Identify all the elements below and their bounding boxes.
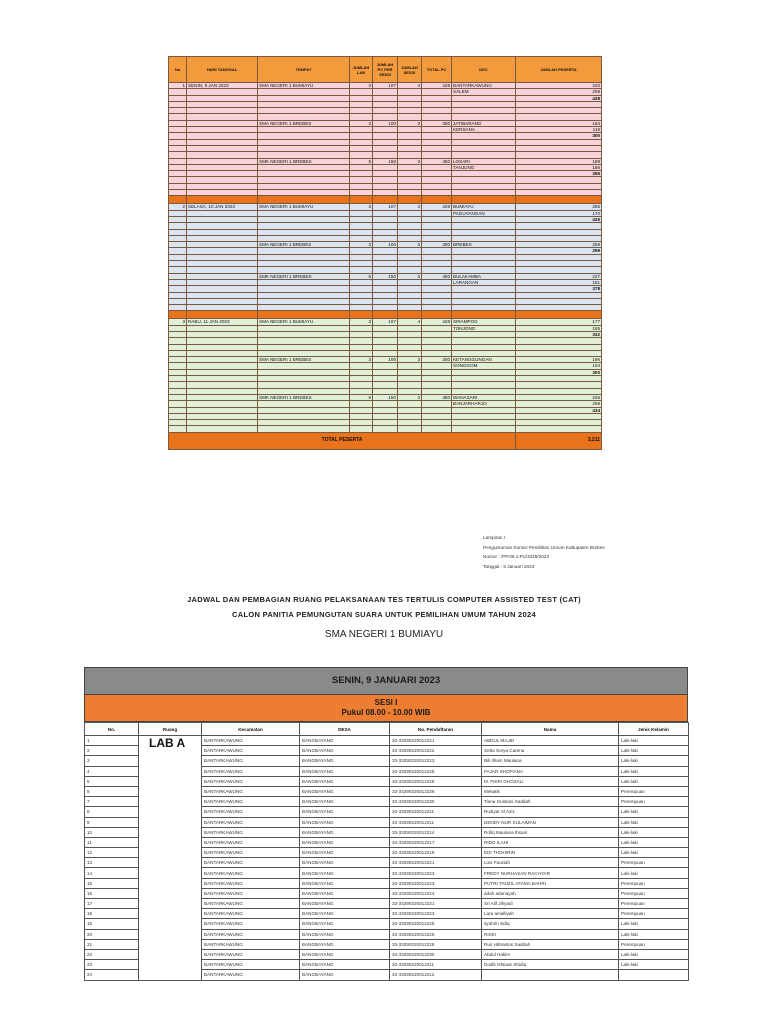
day-number: 2 xyxy=(169,204,187,210)
gender: Laki-laki xyxy=(619,807,689,817)
participant-name: Bili Ilham Maulana xyxy=(482,756,619,766)
participant-count: 170 xyxy=(516,210,602,216)
site-place: SMK NEGERI 1 BREBES xyxy=(258,158,350,164)
participant-count: 208 xyxy=(516,89,602,95)
gender: Laki-laki xyxy=(619,868,689,878)
desa: BANGBAYANG xyxy=(300,939,390,949)
registration-number: 33-33290220012223 xyxy=(390,909,482,919)
session-time: Pukul 08.00 - 10.00 WIB xyxy=(341,708,431,717)
gender xyxy=(619,970,689,980)
summary-header-cell: TOTAL PC xyxy=(422,57,452,83)
participant-name: Ruri Hibrastus Saddah xyxy=(482,939,619,949)
participant-count: 155 xyxy=(516,325,602,331)
participant-name: Lusi Fauziah xyxy=(482,858,619,868)
site-place: SMA NEGERI 1 BREBES xyxy=(258,357,350,363)
gender: Laki-laki xyxy=(619,837,689,847)
row-number: 4 xyxy=(85,766,139,776)
participant-header-cell: No. xyxy=(85,723,139,736)
registration-number: 33-33290220012217 xyxy=(390,837,482,847)
registration-number: 33-33290220012226 xyxy=(390,929,482,939)
registration-number: 33-33290220012223 xyxy=(390,868,482,878)
separator-cell xyxy=(516,196,602,204)
participant-table xyxy=(84,722,689,981)
separator-cell xyxy=(516,311,602,319)
total-label: TOTAL PESERTA xyxy=(169,432,516,449)
summary-header-cell: KEC xyxy=(452,57,516,83)
separator-cell xyxy=(398,311,422,319)
registration-number: 33-33290220012221 xyxy=(390,899,482,909)
gender: Laki-laki xyxy=(619,848,689,858)
pc-per-session: 100 xyxy=(373,120,398,126)
participant-header-cell: Jenis Kelamin xyxy=(619,723,689,736)
kecamatan: BANTARKAWUNG xyxy=(202,797,300,807)
kecamatan: BANTARKAWUNG xyxy=(202,909,300,919)
gender: Perempuan xyxy=(619,909,689,919)
lampiran-block xyxy=(483,533,605,571)
row-number: 19 xyxy=(85,919,139,929)
lab-count: 3 xyxy=(350,357,373,363)
kecamatan: BANTARKAWUNG xyxy=(202,766,300,776)
day-date: SENIN, 9 JAN 2023 xyxy=(187,83,258,89)
row-number: 16 xyxy=(85,888,139,898)
registration-number: 33-33290220012221 xyxy=(390,736,482,746)
kecamatan: BANTARKAWUNG xyxy=(202,756,300,766)
kecamatan: BANTARKAWUNG xyxy=(202,919,300,929)
gender: Perempuan xyxy=(619,797,689,807)
participant-count: 226 xyxy=(516,394,602,400)
participant-name: EDI THOHIRIN xyxy=(482,848,619,858)
kecamatan: BANTARKAWUNG xyxy=(202,776,300,786)
row-number: 15 xyxy=(85,878,139,888)
row-number: 8 xyxy=(85,807,139,817)
day-date: SELASA, 10 JAN 2023 xyxy=(187,204,258,210)
gender: Perempuan xyxy=(619,888,689,898)
pc-per-session: 107 xyxy=(373,204,398,210)
kecamatan-name: PAGUYANGAN xyxy=(452,210,516,216)
kecamatan: BANTARKAWUNG xyxy=(202,868,300,878)
pc-per-session: 150 xyxy=(373,394,398,400)
registration-number: 33-33290220012230 xyxy=(390,797,482,807)
pc-per-session: 150 xyxy=(373,273,398,279)
participant-header-row xyxy=(85,723,689,736)
kecamatan: BANTARKAWUNG xyxy=(202,858,300,868)
desa: BANGBAYANG xyxy=(300,899,390,909)
session-count: 3 xyxy=(398,120,422,126)
summary-table-container xyxy=(168,56,601,450)
lab-count: 3 xyxy=(350,319,373,325)
row-number: 13 xyxy=(85,858,139,868)
total-pc: 428 xyxy=(422,204,452,210)
participant-name: syahrin sidiq xyxy=(482,919,619,929)
registration-number: 33-33290220012230 xyxy=(390,949,482,959)
registration-number: 33-33290220012223 xyxy=(390,756,482,766)
kecamatan-name: SONGGOM xyxy=(452,363,516,369)
kecamatan: BANTARKAWUNG xyxy=(202,899,300,909)
participant-name: Sri Alif Jihyadi xyxy=(482,899,619,909)
gender: Laki-laki xyxy=(619,949,689,959)
desa: BANGBAYANG xyxy=(300,797,390,807)
day-separator xyxy=(169,311,602,319)
gender: Perempuan xyxy=(619,858,689,868)
summary-total-row xyxy=(169,432,602,449)
total-pc: 450 xyxy=(422,273,452,279)
kecamatan-name: BULAKAMBA xyxy=(452,273,516,279)
participant-name: Rudiyar Al Aziz xyxy=(482,807,619,817)
site-place: SMK NEGERI 1 BREBES xyxy=(258,394,350,400)
kecamatan: BANTARKAWUNG xyxy=(202,929,300,939)
subtotal: 259 xyxy=(516,248,602,254)
kecamatan: BANTARKAWUNG xyxy=(202,960,300,970)
row-number: 6 xyxy=(85,786,139,796)
summary-header-cell: JUMLAH LAB xyxy=(350,57,373,83)
desa: BANGBAYANG xyxy=(300,970,390,980)
document-title-line1: JADWAL DAN PEMBAGIAN RUANG PELAKSANAAN TES TERTULIS COMPUTER ASSISTED TEST (CAT) xyxy=(187,595,581,604)
subtotal: 355 xyxy=(516,171,602,177)
kecamatan-name: BREBES xyxy=(452,242,516,248)
day-banner: SENIN, 9 JANUARI 2023 xyxy=(84,667,688,695)
gender: Laki-laki xyxy=(619,817,689,827)
summary-table xyxy=(168,56,602,450)
session-count: 3 xyxy=(398,273,422,279)
day-separator xyxy=(169,196,602,204)
row-number: 24 xyxy=(85,970,139,980)
gender: Laki-laki xyxy=(619,929,689,939)
kecamatan-name: JATIBARANG xyxy=(452,120,516,126)
kecamatan: BANTARKAWUNG xyxy=(202,939,300,949)
day-number: 1 xyxy=(169,83,187,89)
summary-header-cell: JUMLAH PESERTA xyxy=(516,57,602,83)
kecamatan: BANTARKAWUNG xyxy=(202,837,300,847)
participant-name: FREDY NURHASAN RACHYAR xyxy=(482,868,619,878)
summary-header-cell: JUMLAH SESSI xyxy=(398,57,422,83)
gender: Laki-laki xyxy=(619,756,689,766)
desa: BANGBAYANG xyxy=(300,929,390,939)
row-number: 21 xyxy=(85,939,139,949)
day-date: RABU, 11 JAN 2023 xyxy=(187,319,258,325)
desa: BANGBAYANG xyxy=(300,960,390,970)
kecamatan: BANTARKAWUNG xyxy=(202,827,300,837)
kecamatan-name: SALEM xyxy=(452,89,516,95)
kecamatan: BANTARKAWUNG xyxy=(202,786,300,796)
row-number: 1 xyxy=(85,736,139,746)
kecamatan: BANTARKAWUNG xyxy=(202,878,300,888)
site-place: SMA NEGERI 1 BUMIAYU xyxy=(258,204,350,210)
total-pc: 428 xyxy=(422,83,452,89)
participant-header-cell: DESA xyxy=(300,723,390,736)
kecamatan: BANTARKAWUNG xyxy=(202,746,300,756)
lampiran-line: Tanggal : 6 Januari 2023 xyxy=(483,563,535,569)
registration-number: 33-33290220012214 xyxy=(390,827,482,837)
room-name: LAB A xyxy=(139,736,202,981)
session-count: 4 xyxy=(398,319,422,325)
kecamatan-name: TANJUNG xyxy=(452,164,516,170)
desa: BANGBAYANG xyxy=(300,776,390,786)
participant-name: FAJAR SHOFIANA xyxy=(482,766,619,776)
table-row xyxy=(85,736,689,746)
lab-count: 5 xyxy=(350,394,373,400)
row-number: 23 xyxy=(85,960,139,970)
subtotal: 428 xyxy=(516,95,602,101)
kecamatan-name: BUMIAYU xyxy=(452,204,516,210)
session-label: SESI I xyxy=(374,698,398,707)
desa: BANGBAYANG xyxy=(300,766,390,776)
kecamatan-name: SIRAMPOG xyxy=(452,319,516,325)
session-count: 3 xyxy=(398,158,422,164)
total-pc: 428 xyxy=(422,319,452,325)
subtotal: 434 xyxy=(516,407,602,413)
registration-number: 33-33290220012228 xyxy=(390,939,482,949)
registration-number: 33-33290220012212 xyxy=(390,970,482,980)
site-place: SMA NEGERI 1 BUMIAYU xyxy=(258,319,350,325)
kecamatan-name: BANTARKAWUNG xyxy=(452,83,516,89)
row-number: 9 xyxy=(85,817,139,827)
desa: BANGBAYANG xyxy=(300,909,390,919)
desa: BANGBAYANG xyxy=(300,868,390,878)
registration-number: 33-33290220012211 xyxy=(390,960,482,970)
row-number: 18 xyxy=(85,909,139,919)
desa: BANGBAYANG xyxy=(300,827,390,837)
lampiran-line: Pengumuman Komisi Pemilihan Umum Kabupaten Brebes xyxy=(483,544,605,550)
session-count: 4 xyxy=(398,83,422,89)
pc-per-session: 100 xyxy=(373,357,398,363)
kecamatan: BANTARKAWUNG xyxy=(202,807,300,817)
participant-count: 151 xyxy=(516,279,602,285)
session-count: 3 xyxy=(398,394,422,400)
gender: Perempuan xyxy=(619,786,689,796)
lab-count: 3 xyxy=(350,242,373,248)
lab-count: 3 xyxy=(350,204,373,210)
desa: BANGBAYANG xyxy=(300,888,390,898)
separator-cell xyxy=(169,311,187,319)
lab-count: 5 xyxy=(350,158,373,164)
lab-count: 3 xyxy=(350,83,373,89)
session-banner xyxy=(84,695,688,722)
separator-cell xyxy=(422,196,452,204)
participant-schedule xyxy=(84,667,688,981)
separator-cell xyxy=(187,311,258,319)
participant-name: M. FIKRI GHOZALI xyxy=(482,776,619,786)
participant-name: Seba Surya Carena xyxy=(482,746,619,756)
kecamatan-name: LOSARI xyxy=(452,158,516,164)
row-number: 14 xyxy=(85,868,139,878)
participant-name: adah adanayah xyxy=(482,888,619,898)
gender: Perempuan xyxy=(619,878,689,888)
participant-count: 104 xyxy=(516,363,602,369)
kecamatan-name: WANASARI xyxy=(452,394,516,400)
participant-count: 177 xyxy=(516,319,602,325)
separator-cell xyxy=(422,311,452,319)
participant-count: 220 xyxy=(516,83,602,89)
participant-name: Abdul Hakim xyxy=(482,949,619,959)
row-number: 22 xyxy=(85,949,139,959)
separator-cell xyxy=(169,196,187,204)
subtotal: 300 xyxy=(516,369,602,375)
summary-header-cell: JUMLAH PC PER SESSI xyxy=(373,57,398,83)
summary-header-cell: TEMPAT xyxy=(258,57,350,83)
total-pc: 300 xyxy=(422,120,452,126)
separator-cell xyxy=(452,196,516,204)
participant-name: Lara amalliyah xyxy=(482,909,619,919)
kecamatan-name: BANJARHARJO xyxy=(452,401,516,407)
participant-name: PUTRI TANZIL AFAMA BAHRI xyxy=(482,878,619,888)
participant-header-cell: No. Pendaftaran xyxy=(390,723,482,736)
separator-cell xyxy=(258,311,350,319)
subtotal: 425 xyxy=(516,216,602,222)
participant-header-cell: Nama xyxy=(482,723,619,736)
session-count: 4 xyxy=(398,204,422,210)
participant-name: DENDY NUR SULAIMAN xyxy=(482,817,619,827)
row-number: 17 xyxy=(85,899,139,909)
desa: BANGBAYANG xyxy=(300,736,390,746)
participant-name: RIDO ILAHI xyxy=(482,837,619,847)
registration-number: 33-33290220012229 xyxy=(390,786,482,796)
summary-header-cell: No xyxy=(169,57,187,83)
registration-number: 33-33290220012221 xyxy=(390,858,482,868)
separator-cell xyxy=(373,196,398,204)
desa: BANGBAYANG xyxy=(300,817,390,827)
row-number: 3 xyxy=(85,756,139,766)
desa: BANGBAYANG xyxy=(300,746,390,756)
participant-count: 189 xyxy=(516,158,602,164)
site-place: SMA NEGERI 1 BREBES xyxy=(258,242,350,248)
gender: Laki-laki xyxy=(619,919,689,929)
registration-number: 33-33290220012226 xyxy=(390,766,482,776)
separator-cell xyxy=(350,196,373,204)
registration-number: 33-33290220012223 xyxy=(390,878,482,888)
participant-name: ABDUL MAJID xyxy=(482,736,619,746)
participant-count: 196 xyxy=(516,357,602,363)
row-number: 12 xyxy=(85,848,139,858)
pc-per-session: 150 xyxy=(373,158,398,164)
kecamatan: BANTARKAWUNG xyxy=(202,888,300,898)
row-number: 5 xyxy=(85,776,139,786)
gender: Perempuan xyxy=(619,899,689,909)
registration-number: 33-33290220012211 xyxy=(390,817,482,827)
pc-per-session: 107 xyxy=(373,83,398,89)
desa: BANGBAYANG xyxy=(300,949,390,959)
kecamatan-name: TONJONG xyxy=(452,325,516,331)
separator-cell xyxy=(350,311,373,319)
gender: Laki-laki xyxy=(619,776,689,786)
registration-number: 33-33290220012222 xyxy=(390,746,482,756)
pc-per-session: 100 xyxy=(373,242,398,248)
desa: BANGBAYANG xyxy=(300,837,390,847)
row-number: 2 xyxy=(85,746,139,756)
registration-number: 33-33290220012219 xyxy=(390,848,482,858)
total-pc: 450 xyxy=(422,158,452,164)
participant-name: Rofiq Maulana Ihsani xyxy=(482,827,619,837)
day-number: 3 xyxy=(169,319,187,325)
row-number: 20 xyxy=(85,929,139,939)
desa: BANGBAYANG xyxy=(300,848,390,858)
total-pc: 300 xyxy=(422,357,452,363)
school-name: SMA NEGERI 1 BUMIAYU xyxy=(324,629,444,640)
participant-count: 208 xyxy=(516,401,602,407)
session-count: 3 xyxy=(398,357,422,363)
desa: BANGBAYANG xyxy=(300,919,390,929)
kecamatan-name: LARANGAN xyxy=(452,279,516,285)
participant-count: 255 xyxy=(516,204,602,210)
gender: Perempuan xyxy=(619,939,689,949)
lab-count: 3 xyxy=(350,120,373,126)
desa: BANGBAYANG xyxy=(300,858,390,868)
total-value: 3,211 xyxy=(516,432,602,449)
kecamatan: BANTARKAWUNG xyxy=(202,949,300,959)
participant-name: RISKI xyxy=(482,929,619,939)
gender: Laki-laki xyxy=(619,960,689,970)
subtotal: 332 xyxy=(516,331,602,337)
subtotal: 300 xyxy=(516,133,602,139)
participant-count: 259 xyxy=(516,242,602,248)
summary-header-row xyxy=(169,57,602,83)
kecamatan-name: KETANGGUNGAN xyxy=(452,357,516,363)
kecamatan: BANTARKAWUNG xyxy=(202,817,300,827)
gender: Laki-laki xyxy=(619,736,689,746)
summary-header-cell: HARI TANGGAL xyxy=(187,57,258,83)
participant-header-cell: Kecamatan xyxy=(202,723,300,736)
participant-count: 166 xyxy=(516,164,602,170)
gender: Laki-laki xyxy=(619,746,689,756)
desa: BANGBAYANG xyxy=(300,756,390,766)
desa: BANGBAYANG xyxy=(300,878,390,888)
separator-cell xyxy=(452,311,516,319)
lab-count: 5 xyxy=(350,273,373,279)
separator-cell xyxy=(187,196,258,204)
participant-name: Dodik Ishtiaar Shidiq xyxy=(482,960,619,970)
row-number: 11 xyxy=(85,837,139,847)
gender: Laki-laki xyxy=(619,766,689,776)
kecamatan: BANTARKAWUNG xyxy=(202,970,300,980)
desa: BANGBAYANG xyxy=(300,786,390,796)
gender: Laki-laki xyxy=(619,827,689,837)
participant-name: Tiana Gustiani Saddah xyxy=(482,797,619,807)
participant-header-cell: Ruang xyxy=(139,723,202,736)
total-pc: 450 xyxy=(422,394,452,400)
subtotal: 378 xyxy=(516,286,602,292)
separator-cell xyxy=(258,196,350,204)
registration-number: 33-33290220012211 xyxy=(390,807,482,817)
registration-number: 33-33290220012225 xyxy=(390,919,482,929)
row-number: 10 xyxy=(85,827,139,837)
desa: BANGBAYANG xyxy=(300,807,390,817)
registration-number: 33-33290220012224 xyxy=(390,888,482,898)
participant-name xyxy=(482,970,619,980)
separator-cell xyxy=(373,311,398,319)
site-place: SMA NEGERI 1 BUMIAYU xyxy=(258,83,350,89)
total-pc: 300 xyxy=(422,242,452,248)
kecamatan: BANTARKAWUNG xyxy=(202,848,300,858)
kecamatan: BANTARKAWUNG xyxy=(202,736,300,746)
registration-number: 33-33290220012228 xyxy=(390,776,482,786)
session-count: 3 xyxy=(398,242,422,248)
separator-cell xyxy=(398,196,422,204)
participant-count: 227 xyxy=(516,273,602,279)
site-place: SMA NEGERI 1 BREBES xyxy=(258,120,350,126)
pc-per-session: 107 xyxy=(373,319,398,325)
document-title-line2: CALON PANITIA PEMUNGUTAN SUARA UNTUK PEMILIHAN UMUM TAHUN 2024 xyxy=(232,610,536,619)
kecamatan-name: KERSANA xyxy=(452,127,516,133)
lampiran-line: Lampiran I xyxy=(483,535,506,540)
lampiran-line: Nomor : /PP.06.1-Pu/3329/2023 xyxy=(483,554,550,559)
participant-name: Mekatik xyxy=(482,786,619,796)
participant-count: 116 xyxy=(516,127,602,133)
row-number: 7 xyxy=(85,797,139,807)
participant-count: 184 xyxy=(516,120,602,126)
site-place: SMK NEGERI 1 BREBES xyxy=(258,273,350,279)
